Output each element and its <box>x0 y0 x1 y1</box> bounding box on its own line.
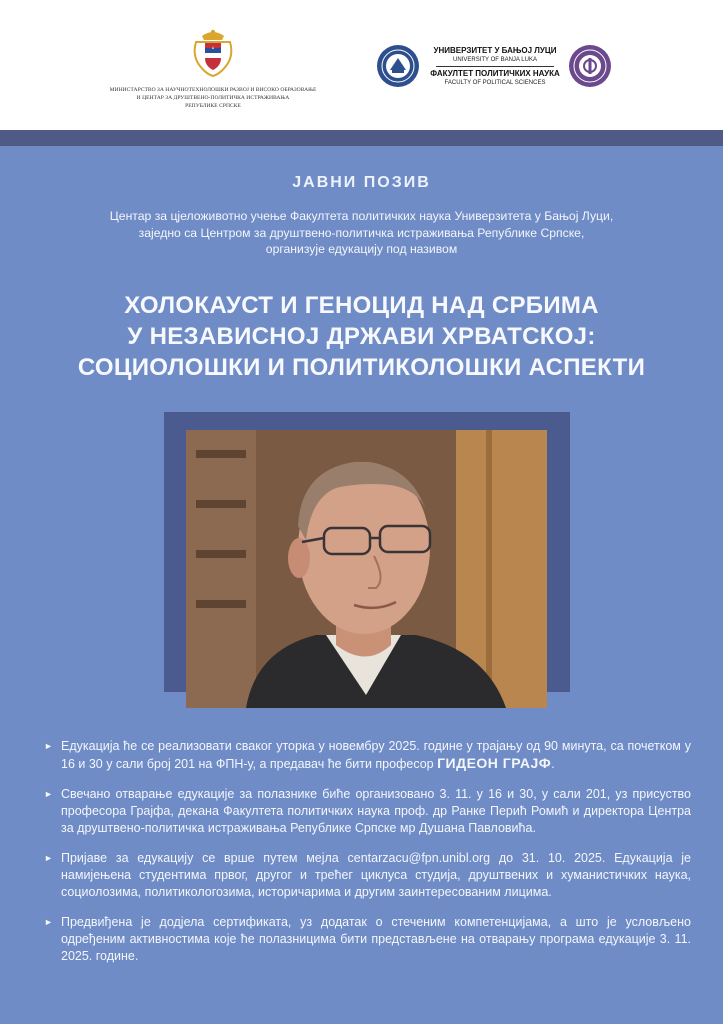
lecturer-name: ГИДЕОН ГРАЈФ <box>437 755 552 771</box>
header <box>0 0 723 130</box>
arrow-bullet-icon: ► <box>44 853 53 863</box>
arrow-bullet-icon: ► <box>44 741 53 751</box>
divider <box>436 66 554 67</box>
list-item <box>44 914 691 965</box>
university-seal-icon <box>376 44 420 88</box>
arrow-bullet-icon: ► <box>44 789 53 799</box>
university-name-block <box>430 46 560 87</box>
lecturer-photo <box>186 430 547 708</box>
university-name-latin: UNIVERSITY OF BANJA LUKA <box>453 57 537 63</box>
header-divider-band <box>0 130 723 146</box>
lecturer-portrait-illustration <box>186 430 547 708</box>
intro-line-3: организује едукацију под називом <box>265 242 458 256</box>
ministry-line-1: МИНИСТАРСТВО ЗА НАУЧНОТЕХНОЛОШКИ РАЗВОЈ И ВИСОКО ОБРАЗОВАЊЕ <box>109 87 317 93</box>
ministry-block <box>108 26 318 110</box>
list-item <box>44 786 691 837</box>
university-name-cyrillic: УНИВЕРЗИТЕТ У БАЊОЈ ЛУЦИ <box>433 46 557 55</box>
bullet-2-text: Свечано отварање едукације за полазнике биће организовано 3. 11. у 16 и 30, у сали 201, уз присуство професора Грајфа, декана Факултета политичких наука проф. др Ранке Перић Ромић и директора Центра за друштвено-политичка истраживања Републике Српске мр Душана Павловића. <box>61 787 691 835</box>
intro-text <box>60 208 663 258</box>
bullet-1-end: . <box>551 757 555 771</box>
bullet-4-text: Предвиђена је додјела сертификата, уз додатак о стеченим компетенцијама, а што је условљено одређеним активностима које ће полазницима бити представљене на отварању програма едукације 3. 11. 2025. године. <box>61 915 691 963</box>
course-title <box>40 290 683 383</box>
intro-line-2: заједно са Центром за друштвено-политичка истраживања Републике Српске, <box>138 225 585 240</box>
course-title-line-1: ХОЛОКАУСТ И ГЕНОЦИД НАД СРБИМА <box>124 292 599 319</box>
intro-line-1: Центар за цјеложивотно учење Факултета политичких наука Универзитета у Бањој Луци, <box>109 209 614 223</box>
arrow-bullet-icon: ► <box>44 917 53 927</box>
list-item <box>44 738 691 773</box>
faculty-seal-icon <box>568 44 612 88</box>
page-title: ЈАВНИ ПОЗИВ <box>292 174 431 191</box>
bullet-3-text: Пријаве за едукацију се врше путем мејла centarzacu@fpn.unibl.org до 31. 10. 2025. Едукација је намијењена студентима првог, другог и трећег циклуса студија, друштвених и хуманистичких наука, социолозима, политикологозима, историчарима и другим заинтересованим лицима. <box>61 851 691 899</box>
main-panel <box>0 146 723 1024</box>
info-list <box>44 738 691 978</box>
course-title-line-3: СОЦИОЛОШКИ И ПОЛИТИКОЛОШКИ АСПЕКТИ <box>77 354 646 381</box>
coat-of-arms-icon <box>188 26 238 80</box>
ministry-line-3: РЕПУБЛИКЕ СРПСКЕ <box>185 103 241 109</box>
course-title-line-2: У НЕЗАВИСНОЈ ДРЖАВИ ХРВАТСКОЈ: <box>127 323 596 350</box>
bullet-1-text: Едукација ће се реализовати сваког уторка у новембру 2025. године у трајању од 90 минута, са почетком у 16 и 30 у сали број 201 на ФПН-у, а предавач ће бити професор <box>61 739 691 771</box>
ministry-line-2: И ЦЕНТАР ЗА ДРУШТВЕНО-ПОЛИТИЧКА ИСТРАЖИВАЊА <box>136 95 290 101</box>
faculty-name-cyrillic: ФАКУЛТЕТ ПОЛИТИЧКИХ НАУКА <box>430 69 560 78</box>
list-item <box>44 850 691 901</box>
faculty-name-latin: FACULTY OF POLITICAL SCIENCES <box>444 80 546 86</box>
